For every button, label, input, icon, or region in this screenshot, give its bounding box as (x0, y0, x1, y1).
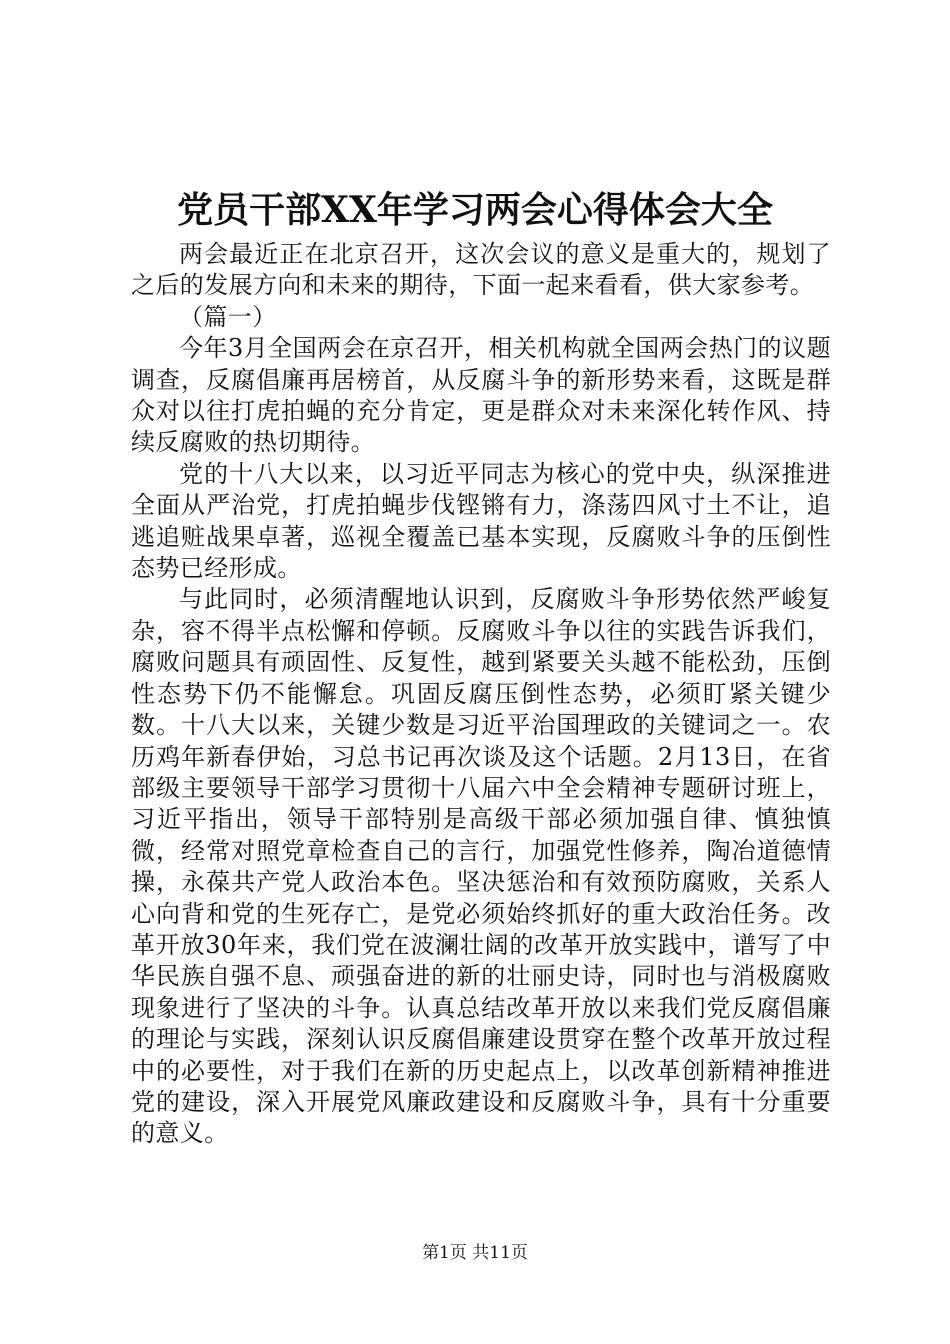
document-title: 党员干部XX年学习两会心得体会大全 (177, 189, 773, 231)
intro-paragraph: 两会最近正在北京召开，这次会议的意义是重大的，规划了之后的发展方向和未来的期待，下面一起来看看，供大家参考。 (131, 240, 831, 300)
body-paragraph: 今年3月全国两会在京召开，相关机构就全国两会热门的议题调查，反腐倡廉再居榜首，从反腐斗争的新形势来看，这既是群众对以往打虎拍蝇的充分肯定，更是群众对未来深化转作风、持续反腐败的热切期待。 (131, 334, 831, 457)
body-paragraph: 与此同时，必须清醒地认识到，反腐败斗争形势依然严峻复杂，容不得半点松懈和停顿。反腐败斗争以往的实践告诉我们，腐败问题具有顽固性、反复性，越到紧要关头越不能松劲，压倒性态势下仍不能懈怠。巩固反腐压倒性态势，必须盯紧关键少数。十八大以来，关键少数是习近平治国理政的关键词之一。农历鸡年新春伊始，习总书记再次谈及这个话题。2月13日，在省部级主要领导干部学习贯彻十八届六中全会精神专题研讨班上，习近平指出，领导干部特别是高级干部必须加强自律、慎独慎微，经常对照党章检查自己的言行，加强党性修养，陶冶道德情操，永葆共产党人政治本色。坚决惩治和有效预防腐败，关系人心向背和党的生死存亡，是党必须始终抓好的重大政治任务。改革开放30年来，我们党在波澜壮阔的改革开放实践中，谱写了中华民族自强不息、顽强奋进的新的壮丽史诗，同时也与消极腐败现象进行了坚决的斗争。认真总结改革开放以来我们党反腐倡廉的理论与实践，深刻认识反腐倡廉建设贯穿在整个改革开放过程中的必要性，对于我们在新的历史起点上，以改革创新精神推进党的建设，深入开展党风廉政建设和反腐败斗争，具有十分重要的意义。 (131, 585, 831, 1148)
page-number-footer: 第1页 共11页 (422, 1243, 528, 1263)
body-paragraph: 党的十八大以来，以习近平同志为核心的党中央，纵深推进全面从严治党，打虎拍蝇步伐铿锵有力，涤荡四风寸土不让，追逃追赃战果卓著，巡视全覆盖已基本实现，反腐败斗争的压倒性态势已经形成。 (131, 459, 831, 583)
document-body (131, 239, 831, 1150)
section-heading: （篇一） (179, 302, 277, 331)
